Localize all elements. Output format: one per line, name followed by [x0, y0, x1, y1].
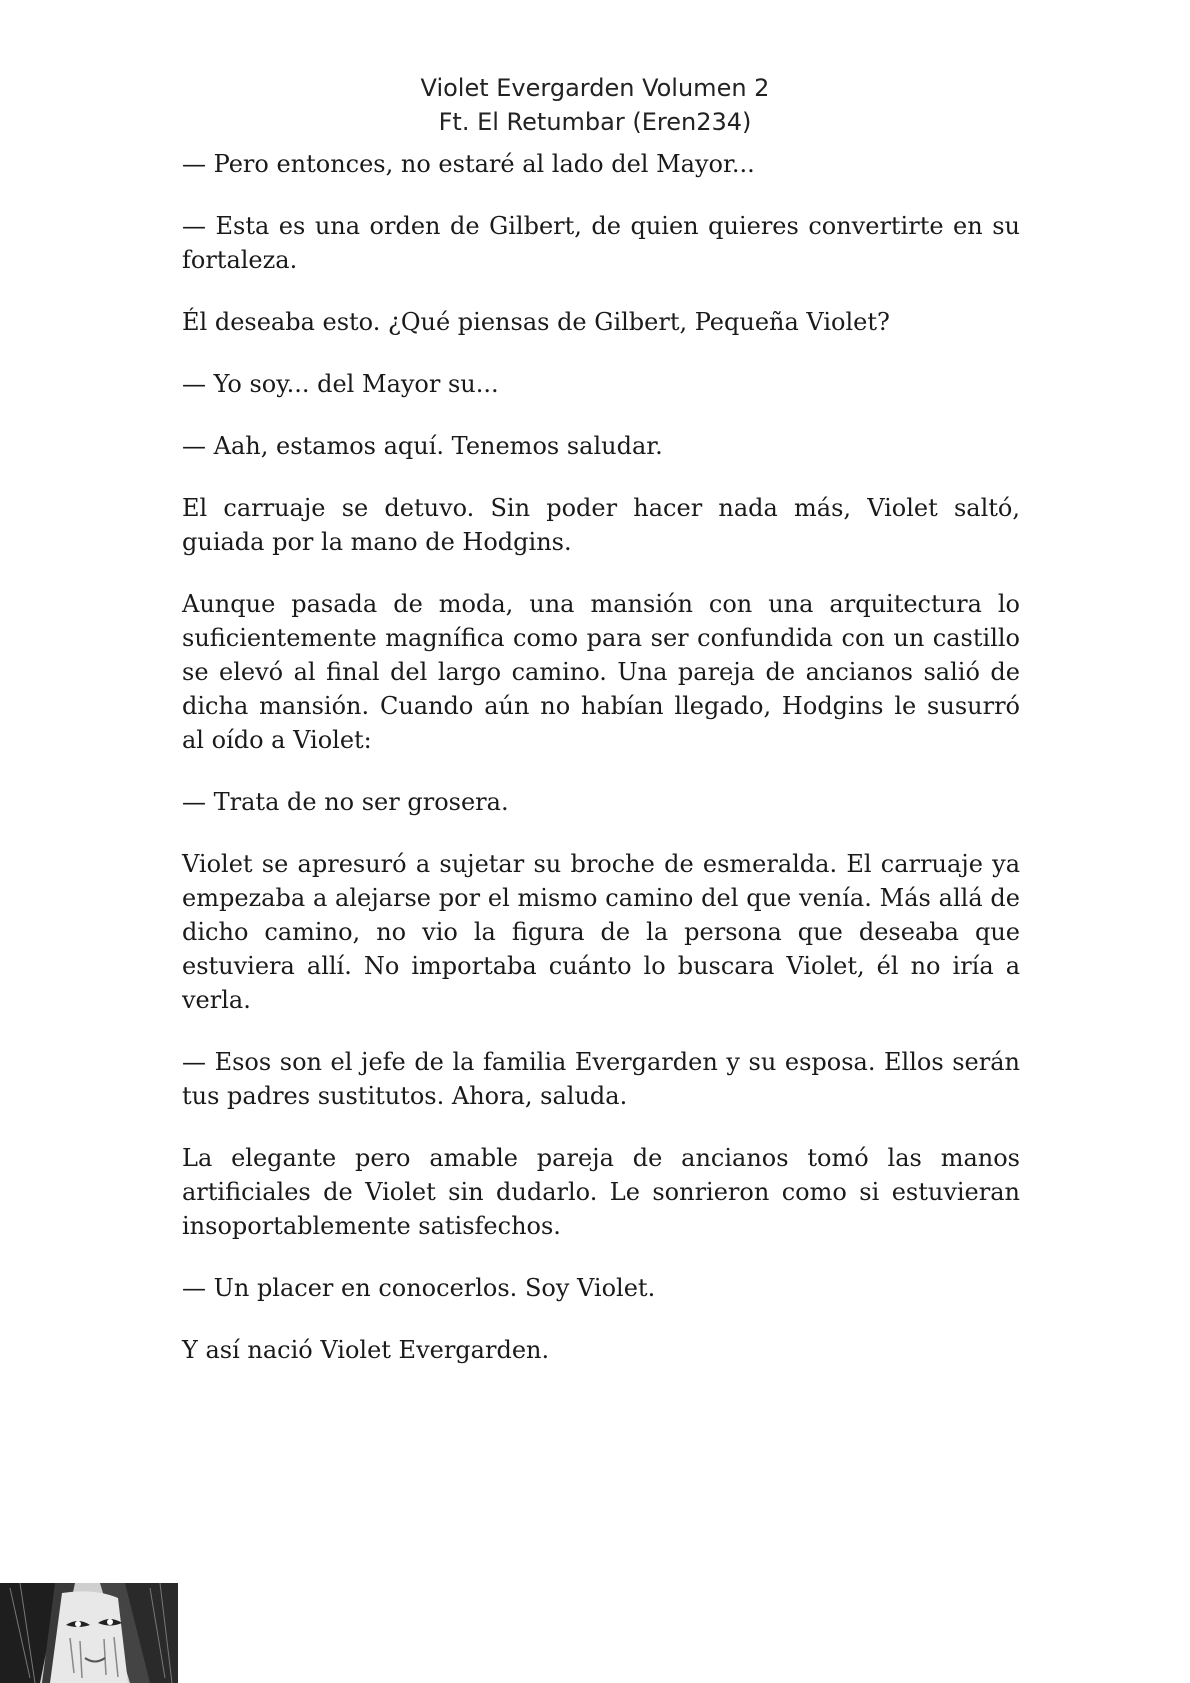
paragraph: Aunque pasada de moda, una mansión con una arquitectura lo suficientemente magnífica como para ser confundida con un castillo se elevó al final del largo camino. Una pareja de ancianos salió de dicha mansión. Cuando aún no habían llegado, Hodgins le susurró al oído a Violet: — [182, 590, 1020, 754]
corner-illustration — [0, 1583, 178, 1683]
page-header — [0, 71, 1190, 139]
paragraph: — Trata de no ser grosera. — [182, 788, 509, 816]
character-portrait-icon — [0, 1583, 178, 1683]
header-subtitle: Ft. El Retumbar (Eren234) — [438, 108, 752, 136]
paragraph: — Pero entonces, no estaré al lado del Mayor... — [182, 150, 755, 178]
paragraph: — Esos son el jefe de la familia Evergarden y su esposa. Ellos serán tus padres sustitutos. Ahora, saluda. — [182, 1048, 1020, 1110]
header-title: Violet Evergarden Volumen 2 — [420, 74, 770, 102]
paragraph: Violet se apresuró a sujetar su broche de esmeralda. El carruaje ya empezaba a alejarse por el mismo camino del que venía. Más allá de dicho camino, no vio la figura de la persona que deseaba que estuviera allí. No importaba cuánto lo buscara Violet, él no iría a verla. — [182, 850, 1020, 1014]
paragraph: — Yo soy... del Mayor su... — [182, 370, 499, 398]
paragraph: — Aah, estamos aquí. Tenemos saludar. — [182, 432, 663, 460]
paragraph: — Esta es una orden de Gilbert, de quien quieres convertirte en su fortaleza. — [182, 212, 1020, 274]
paragraph: Él deseaba esto. ¿Qué piensas de Gilbert, Pequeña Violet? — [182, 308, 890, 336]
paragraph: — Un placer en conocerlos. Soy Violet. — [182, 1274, 656, 1302]
paragraph: La elegante pero amable pareja de ancianos tomó las manos artificiales de Violet sin dudarlo. Le sonrieron como si estuvieran insoportablemente satisfechos. — [182, 1144, 1020, 1240]
paragraph: Y así nació Violet Evergarden. — [182, 1336, 550, 1364]
paragraph: El carruaje se detuvo. Sin poder hacer nada más, Violet saltó, guiada por la mano de Hodgins. — [182, 494, 1020, 556]
body-text — [182, 147, 1020, 1395]
